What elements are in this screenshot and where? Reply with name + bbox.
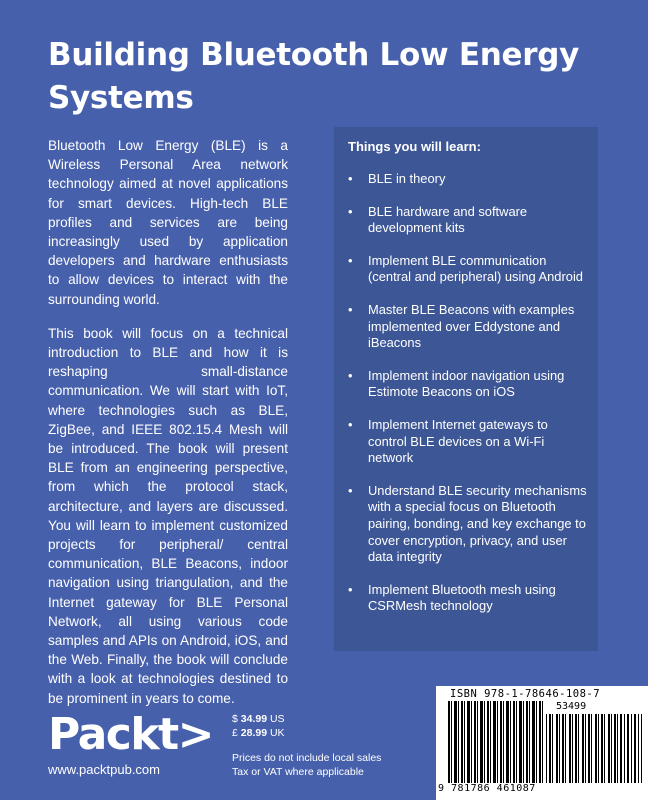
packt-logo: Packt>: [48, 709, 214, 760]
learn-item: [348, 483, 588, 566]
isbn-text: ISBN 978-1-78646-108-7: [450, 688, 601, 700]
bullet-icon: •: [348, 416, 353, 432]
barcode-bars-icon: [546, 714, 618, 783]
bullet-icon: •: [348, 171, 353, 186]
price-us: [232, 712, 285, 726]
bullet-icon: •: [348, 367, 353, 383]
book-description: [48, 136, 288, 723]
description-paragraph: Bluetooth Low Energy (BLE) is a Wireless Personal Area network technology aimed at novel applications for smart devices. High-tech BLE profiles and services are being increasingly used by application developers and hardware enthusiasts to allow devices to interact with the surrounding world.: [48, 138, 288, 307]
price-list: [232, 712, 285, 740]
currency-symbol: $: [232, 713, 238, 725]
barcode-addon-bars-icon: [620, 714, 642, 783]
learn-list: [348, 171, 588, 631]
learn-item-text: BLE in theory: [368, 171, 446, 186]
barcode-bars-icon: [448, 701, 544, 783]
learn-item-text: Master BLE Beacons with examples implemented over Eddystone and iBeacons: [368, 301, 575, 351]
learn-item-text: BLE hardware and software development kits: [368, 203, 528, 236]
price-uk: [232, 726, 285, 740]
bullet-icon: •: [348, 482, 353, 498]
price-note-line: Tax or VAT where applicable: [232, 766, 364, 778]
bullet-icon: •: [348, 581, 353, 597]
learn-item: [348, 253, 588, 286]
price-region: UK: [269, 727, 285, 739]
learn-item-text: Implement Bluetooth mesh using CSRMesh technology: [368, 581, 556, 614]
bullet-icon: •: [348, 203, 353, 219]
learn-item-text: Understand BLE security mechanisms with a special focus on Bluetooth pairing, bonding, and key exchange to cover encryption, privacy, and user data integrity: [368, 482, 587, 565]
price-note: [232, 751, 381, 779]
learn-item: [348, 302, 588, 352]
price-note-line: Prices do not include local sales: [232, 752, 382, 764]
description-paragraph: This book will focus on a technical introduction to BLE and how it is reshaping small-distance communication. We will start with IoT, where technologies such as BLE, ZigBee, and IEEE 802.15.4 Mesh will be introduced. The book will present BLE from an engineering perspective, from which the protocol stack, architecture, and layers are discussed. You will learn to implement customized projects for peripheral/ central communication, BLE Beacons, indoor navigation using triangulation, and the Internet gateway for BLE Personal Network, all using various code samples and APIs on Android, iOS, and the Web. Finally, the book will conclude with a look at technologies destined to be prominent in years to come.: [48, 325, 288, 706]
learn-heading: Things you will learn:: [348, 139, 481, 154]
bullet-icon: •: [348, 301, 353, 317]
learn-item: [348, 582, 588, 615]
learn-item: [348, 368, 588, 401]
bullet-icon: •: [348, 252, 353, 268]
learn-panel: [334, 127, 598, 651]
publisher-website: www.packtpub.com: [48, 762, 160, 777]
learn-item-text: Implement Internet gateways to control BLE devices on a Wi-Fi network: [368, 416, 548, 466]
price-region: US: [269, 713, 285, 725]
currency-symbol: £: [232, 727, 238, 739]
price-amount: 34.99: [240, 713, 268, 725]
book-title: Building Bluetooth Low Energy Systems: [48, 37, 580, 116]
learn-item: [348, 171, 588, 188]
learn-item-text: Implement BLE communication (central and peripheral) using Android: [368, 252, 583, 285]
learn-item-text: Implement indoor navigation using Estimote Beacons on iOS: [368, 367, 565, 400]
learn-item: [348, 204, 588, 237]
price-amount: 28.99: [240, 727, 268, 739]
learn-item: [348, 417, 588, 467]
barcode-digits: 9 781786 461087: [438, 783, 536, 794]
barcode-price-code: 53499: [556, 701, 587, 712]
isbn-barcode: [436, 686, 648, 800]
